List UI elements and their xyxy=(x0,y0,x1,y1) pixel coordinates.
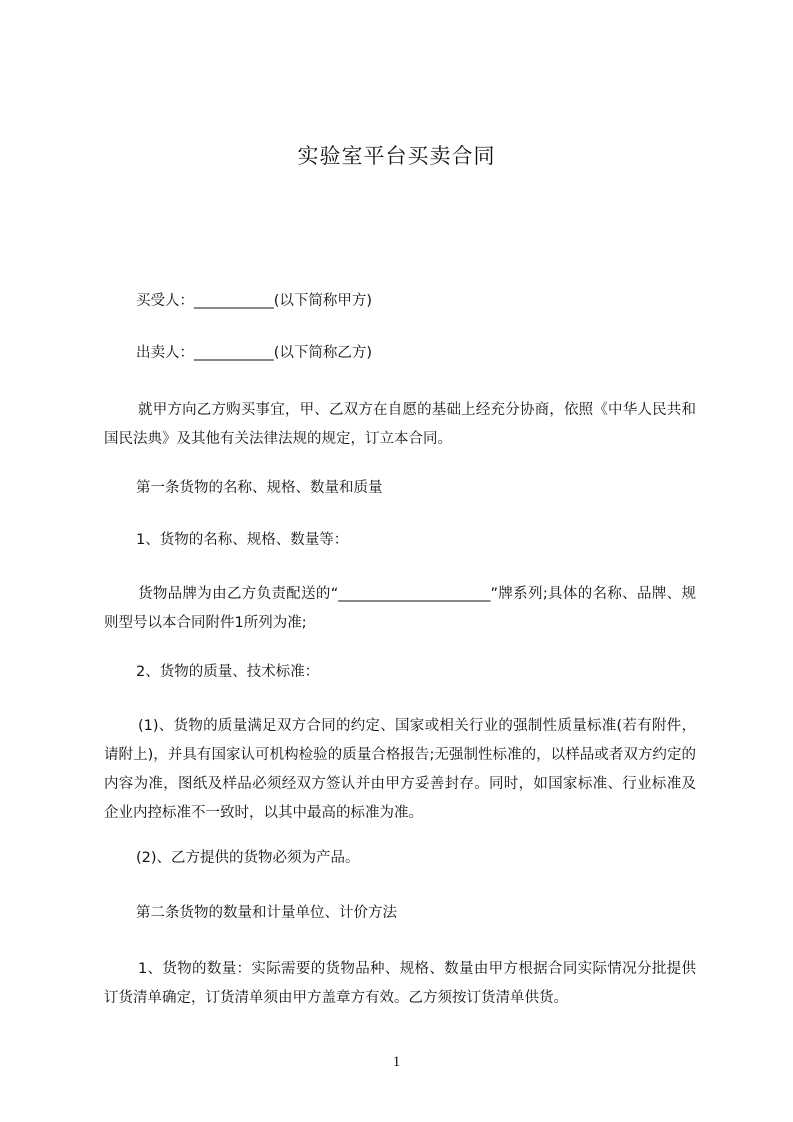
article-1-heading: 第一条货物的名称、规格、数量和质量 xyxy=(136,480,383,496)
item-2-sub-1: (1)、货物的质量满足双方合同的约定、国家或相关行业的强制性质量标准(若有附件，请附上)，并具有国家认可机构检验的质量合格报告;无强制性标准的，以样品或者双方约定的内容为准，图纸及样品必须经双方签认并由甲方妥善封存。同时，如国家标准、行业标准及企业内控标准不一致时，以其中最高的标准为准。 xyxy=(104,718,696,821)
intro-paragraph: 就甲方向乙方购买事宜，甲、乙双方在自愿的基础上经充分协商，依照《中华人民共和国民法典》及其他有关法律法规的规定，订立本合同。 xyxy=(104,402,696,447)
item-1-text: 货物品牌为由乙方负责配送的“_____________________”牌系列;具体的名称、品牌、规则型号以本合同附件1所列为准; xyxy=(104,586,696,631)
article-2-item-1: 1、货物的数量：实际需要的货物品种、规格、数量由甲方根据合同实际情况分批提供订货清单确定，订货清单须由甲方盖章方有效。乙方须按订货清单供货。 xyxy=(104,961,696,1006)
page-number: 1 xyxy=(392,1054,401,1070)
item-2-sub-2: (2)、乙方提供的货物必须为产品。 xyxy=(136,850,360,866)
item-2-heading: 2、货物的质量、技术标准： xyxy=(136,664,320,680)
buyer-line: 买受人：___________(以下简称甲方) xyxy=(136,293,373,309)
seller-line: 出卖人：___________(以下简称乙方) xyxy=(136,345,373,361)
item-1-heading: 1、货物的名称、规格、数量等： xyxy=(136,532,349,548)
article-2-heading: 第二条货物的数量和计量单位、计价方法 xyxy=(136,905,397,921)
contract-title: 实验室平台买卖合同 xyxy=(297,144,496,168)
